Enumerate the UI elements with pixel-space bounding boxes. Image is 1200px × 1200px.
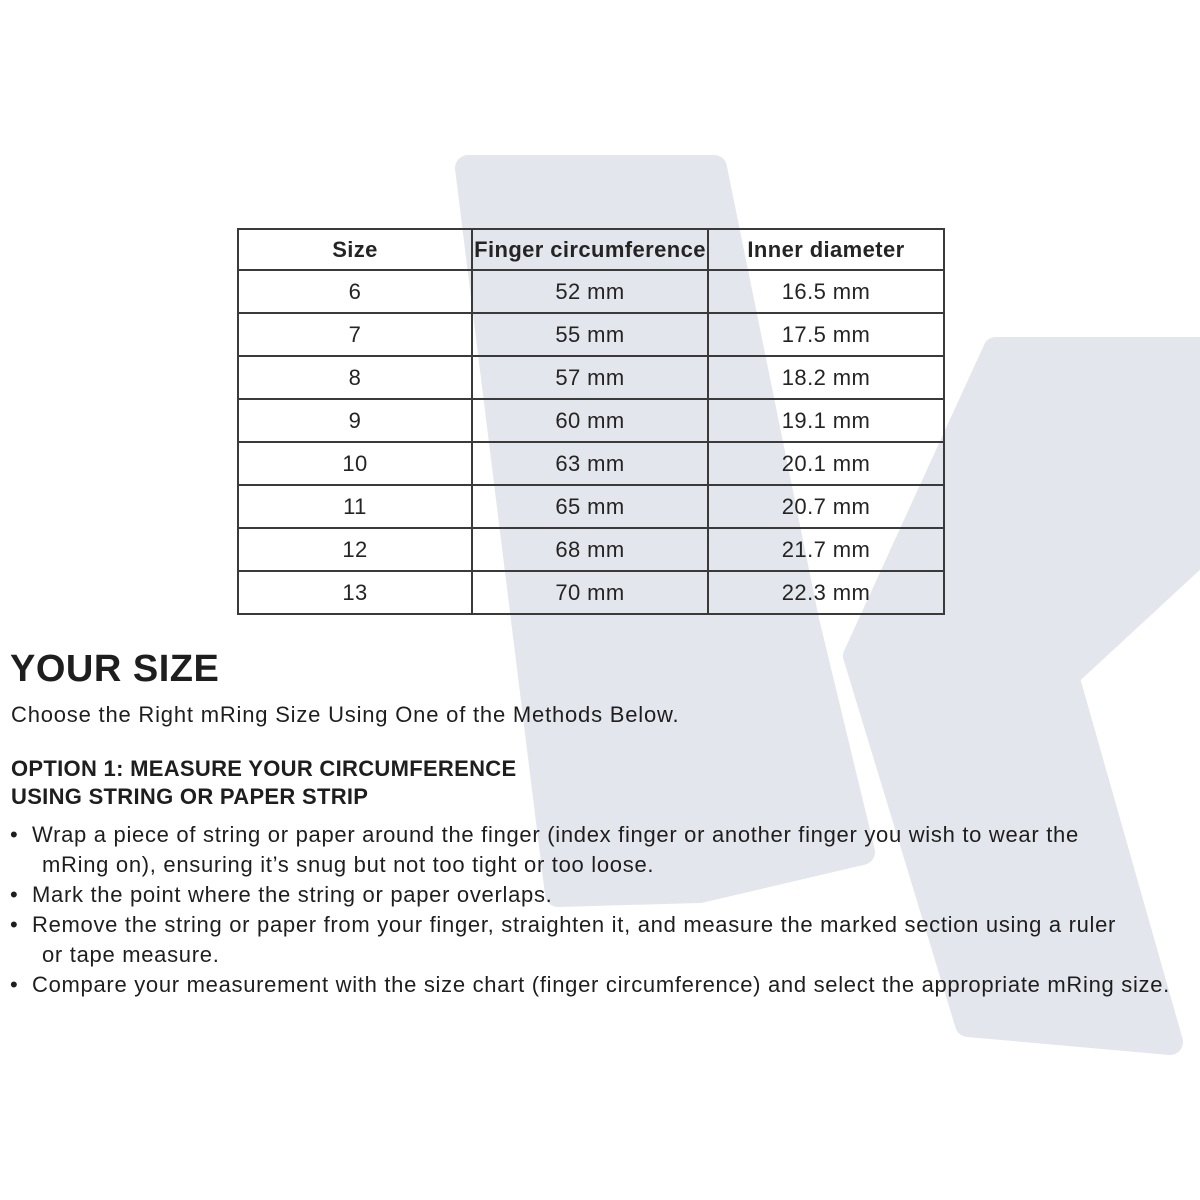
- size-cell: 10: [238, 442, 472, 485]
- circumference-cell: 68 mm: [472, 528, 708, 571]
- option1-heading-line2: USING STRING OR PAPER STRIP: [11, 784, 369, 809]
- list-item: [10, 970, 1195, 1000]
- header-cell-inner-diameter: Inner diameter: [708, 229, 944, 270]
- size-chart-header-row: [238, 229, 944, 270]
- list-item-text: mRing on), ensuring it’s snug but not too tight or too loose.: [42, 852, 655, 877]
- size-cell: 12: [238, 528, 472, 571]
- option1-heading-line1: OPTION 1: MEASURE YOUR CIRCUMFERENCE: [11, 756, 517, 781]
- diameter-cell: 21.7 mm: [708, 528, 944, 571]
- bullet-icon: •: [10, 822, 19, 847]
- bullet-spacer: [10, 940, 32, 970]
- list-item: [10, 910, 1195, 940]
- list-item-continuation: [10, 940, 1195, 970]
- bullet-icon: •: [10, 882, 19, 907]
- circumference-cell: 65 mm: [472, 485, 708, 528]
- table-row: [238, 356, 944, 399]
- size-cell: 9: [238, 399, 472, 442]
- circumference-cell: 52 mm: [472, 270, 708, 313]
- diameter-cell: 22.3 mm: [708, 571, 944, 614]
- bullet-spacer: [10, 850, 32, 880]
- diameter-cell: 20.7 mm: [708, 485, 944, 528]
- table-row: [238, 399, 944, 442]
- diameter-cell: 16.5 mm: [708, 270, 944, 313]
- circumference-cell: 70 mm: [472, 571, 708, 614]
- table-row: [238, 571, 944, 614]
- bullet-icon: •: [10, 912, 19, 937]
- size-cell: 7: [238, 313, 472, 356]
- circumference-cell: 60 mm: [472, 399, 708, 442]
- size-cell: 8: [238, 356, 472, 399]
- diameter-cell: 20.1 mm: [708, 442, 944, 485]
- circumference-cell: 63 mm: [472, 442, 708, 485]
- bullet-icon: •: [10, 972, 19, 997]
- diameter-cell: 17.5 mm: [708, 313, 944, 356]
- list-item: [10, 880, 1195, 910]
- list-item-text: Remove the string or paper from your finger, straighten it, and measure the marked section using a ruler: [32, 912, 1117, 937]
- list-item-text: Wrap a piece of string or paper around the finger (index finger or another finger you wish to wear the: [32, 822, 1079, 847]
- list-item-text: or tape measure.: [42, 942, 220, 967]
- table-row: [238, 528, 944, 571]
- table-row: [238, 270, 944, 313]
- list-item-text: Mark the point where the string or paper overlaps.: [32, 882, 553, 907]
- list-item: [10, 820, 1195, 850]
- circumference-cell: 55 mm: [472, 313, 708, 356]
- page-subtitle: Choose the Right mRing Size Using One of the Methods Below.: [11, 702, 680, 727]
- instructions-list: [10, 820, 1195, 1000]
- size-cell: 13: [238, 571, 472, 614]
- circumference-cell: 57 mm: [472, 356, 708, 399]
- diameter-cell: 18.2 mm: [708, 356, 944, 399]
- list-item-continuation: [10, 850, 1195, 880]
- size-chart-table: [237, 228, 945, 615]
- page-title: YOUR SIZE: [10, 648, 220, 690]
- size-cell: 6: [238, 270, 472, 313]
- list-item-text: Compare your measurement with the size chart (finger circumference) and select the appropriate mRing size.: [32, 972, 1170, 997]
- header-cell-finger-circumference: Finger circumference: [472, 229, 708, 270]
- table-row: [238, 313, 944, 356]
- table-row: [238, 485, 944, 528]
- table-row: [238, 442, 944, 485]
- option1-heading: [11, 755, 516, 811]
- size-cell: 11: [238, 485, 472, 528]
- diameter-cell: 19.1 mm: [708, 399, 944, 442]
- header-cell-size: Size: [238, 229, 472, 270]
